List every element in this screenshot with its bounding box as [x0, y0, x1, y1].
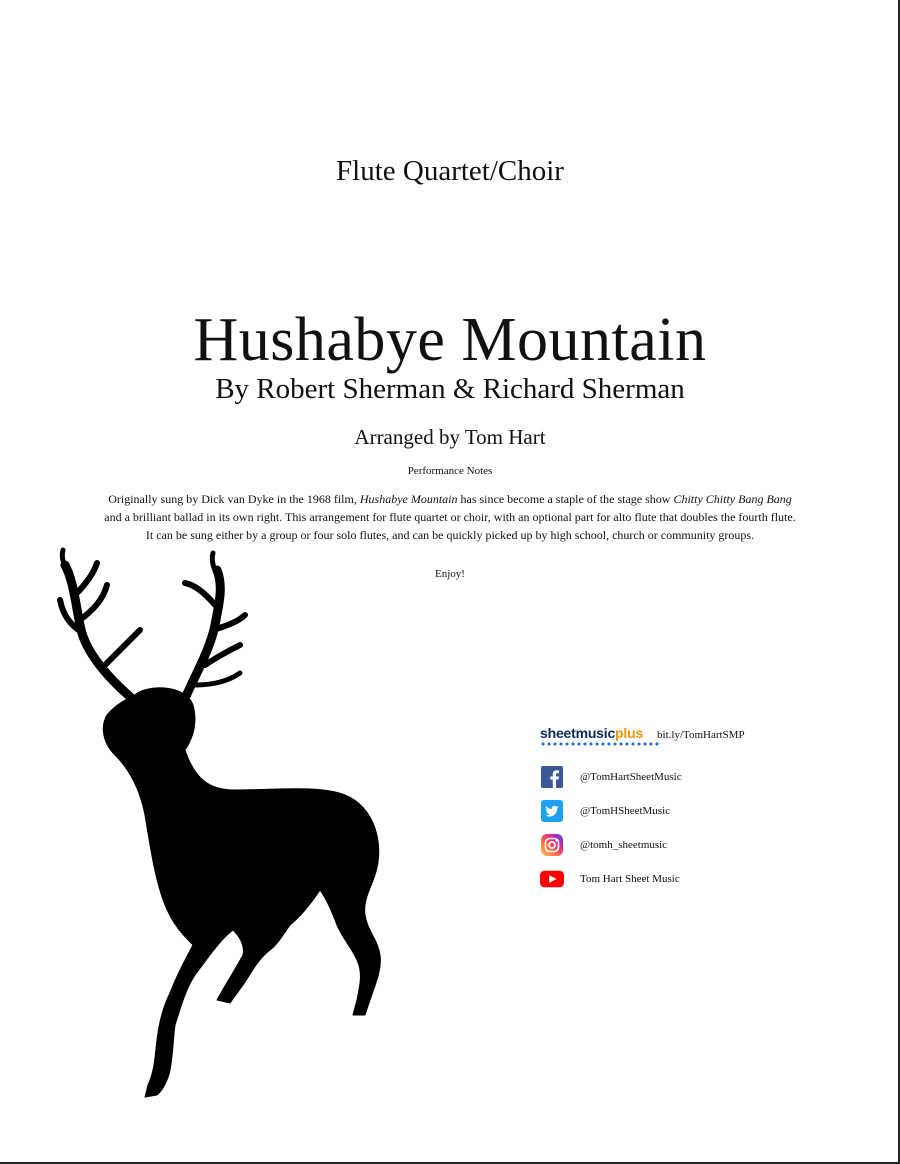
- notes-closing: Enjoy!: [435, 568, 465, 580]
- twitter-row[interactable]: [540, 794, 860, 828]
- cover-subtitle: Flute Quartet/Choir: [336, 155, 564, 187]
- youtube-channel[interactable]: Tom Hart Sheet Music: [580, 873, 680, 885]
- logo-dots-decoration: [540, 742, 660, 746]
- notes-text-3: and a brilliant ballad in its own right. This arrangement for flute quartet or choir, with an optional part for alto flute that doubles the fourth flute. It can be sung either by a group or four solo flutes, and can be quickly picked up by high school, church or community groups.: [104, 510, 796, 542]
- notes-text-1: Originally sung by Dick van Dyke in the 1968 film,: [108, 492, 360, 506]
- facebook-row[interactable]: [540, 760, 860, 794]
- cover-arranger: Arranged by Tom Hart: [354, 425, 546, 449]
- sheetmusicplus-logo: sheetmusicplus: [540, 725, 643, 746]
- performance-notes-body: [100, 490, 800, 544]
- sheetmusicplus-link[interactable]: bit.ly/TomHartSMP: [657, 729, 745, 741]
- social-links: [540, 720, 860, 896]
- stag-silhouette-image: [45, 545, 395, 1100]
- facebook-handle[interactable]: @TomHartSheetMusic: [580, 771, 682, 783]
- notes-text-2: has since become a staple of the stage show: [457, 492, 674, 506]
- cover-title: Hushabye Mountain: [193, 306, 707, 374]
- facebook-icon: [540, 766, 564, 788]
- youtube-icon: [540, 868, 564, 890]
- performance-notes-heading: Performance Notes: [407, 465, 493, 477]
- twitter-icon: [540, 800, 564, 822]
- twitter-handle[interactable]: @TomHSheetMusic: [580, 805, 671, 817]
- instagram-icon: [540, 834, 564, 856]
- cover-composer: By Robert Sherman & Richard Sherman: [215, 373, 685, 405]
- instagram-row[interactable]: [540, 828, 860, 862]
- youtube-row[interactable]: [540, 862, 860, 896]
- notes-italic-2: Chitty Chitty Bang Bang: [673, 492, 792, 506]
- instagram-handle[interactable]: @tomh_sheetmusic: [580, 839, 668, 851]
- notes-italic-1: Hushabye Mountain: [359, 492, 458, 506]
- sheetmusicplus-row[interactable]: [540, 720, 860, 750]
